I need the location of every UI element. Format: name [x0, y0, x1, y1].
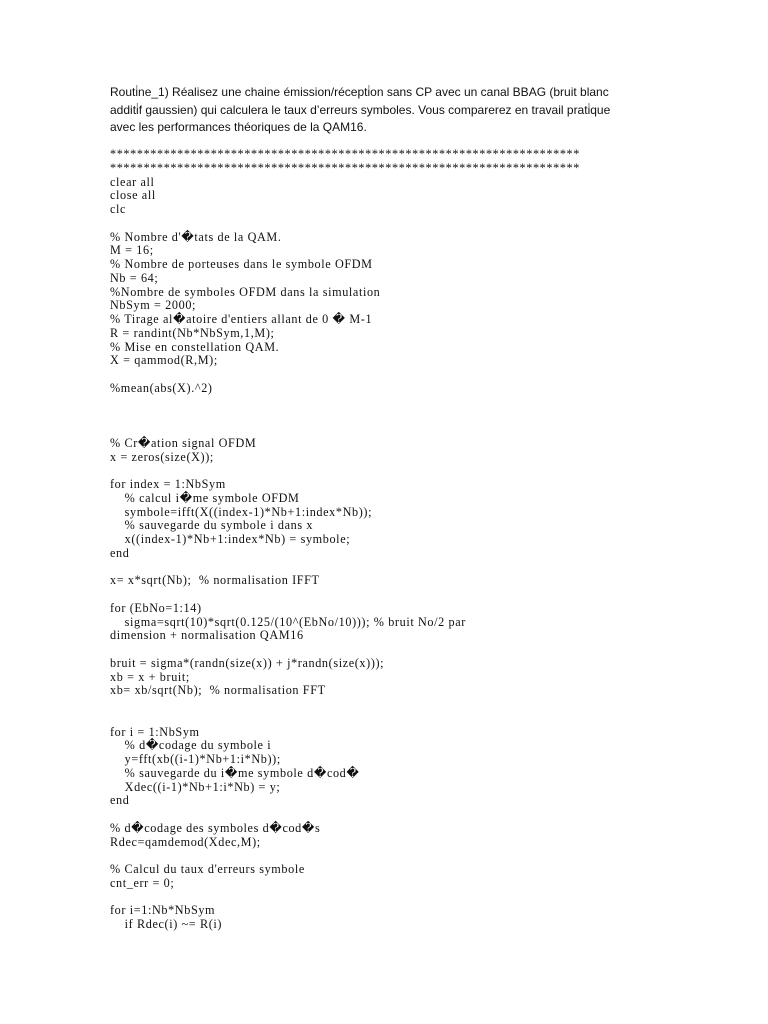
code-line — [110, 561, 580, 575]
code-line: % d�codage du symbole i — [110, 738, 272, 753]
code-line: sigma=sqrt(10)*sqrt(0.125/(10^(EbNo/10))); % bruit No/2 par — [110, 614, 466, 629]
code-line: xb = x + bruit; — [110, 669, 190, 684]
code-line: dimension + normalisation QAM16 — [110, 628, 304, 643]
code-line: % Mise en constellation QAM. — [110, 339, 280, 354]
code-line: end — [110, 793, 130, 808]
code-line: bruit = sigma*(randn(size(x)) + j*randn(size(x))); — [110, 655, 385, 670]
code-line: symbole=ifft(X((index-1)*Nb+1:index*Nb)); — [110, 504, 373, 519]
code-line: x = zeros(size(X)); — [110, 449, 214, 464]
code-line — [110, 464, 580, 478]
code-line — [110, 368, 580, 382]
code-line: close all — [110, 188, 156, 203]
code-line: %Nombre de symboles OFDM dans la simulation — [110, 284, 381, 299]
code-line: for (EbNo=1:14) — [110, 600, 202, 615]
code-line: %mean(abs(X).^2) — [110, 380, 213, 395]
code-line: end — [110, 545, 130, 560]
code-line: % sauvegarde du symbole i dans x — [110, 518, 314, 533]
code-line — [110, 409, 580, 423]
code-line: clear all — [110, 174, 155, 189]
code-line: Nb = 64; — [110, 270, 159, 285]
code-line: % d�codage des symboles d�cod�s — [110, 820, 321, 835]
code-line: R = randint(Nb*NbSym,1,M); — [110, 325, 275, 340]
code-line: % Calcul du taux d'erreurs symbole — [110, 862, 305, 876]
code-line — [110, 423, 580, 437]
code-line: M = 16; — [110, 243, 154, 258]
code-line: X = qammod(R,M); — [110, 353, 218, 368]
code-line: % Nombre d'�tats de la QAM. — [110, 229, 282, 244]
code-line: % Nombre de porteuses dans le symbole OFDM — [110, 257, 373, 271]
code-line: y=fft(xb((i-1)*Nb+1:i*Nb)); — [110, 752, 281, 766]
code-line — [110, 588, 580, 602]
code-line: for index = 1:NbSym — [110, 477, 226, 491]
code-line: % sauvegarde du i�me symbole d�cod� — [110, 765, 360, 780]
code-line: Rdec=qamdemod(Xdec,M); — [110, 834, 261, 849]
code-line: % Cr�ation signal OFDM — [110, 435, 257, 450]
code-line: % Tirage al�atoire d'entiers allant de 0 � M-1 — [110, 312, 373, 326]
code-line — [110, 698, 580, 712]
code-line: xb= xb/sqrt(Nb); % normalisation FFT — [110, 683, 326, 698]
statement-line: avec les performances théoriques de la QAM16. — [110, 120, 367, 134]
statement-line: Routi̇ne_1) Réalisez une chaine émission/récepti̇on sans CP avec un canal BBAG (bruit blanc — [110, 85, 609, 99]
code-line: for i=1:Nb*NbSym — [110, 903, 216, 918]
code-line: NbSym = 2000; — [110, 298, 197, 313]
code-line: % calcul i�me symbole OFDM — [110, 490, 300, 505]
code-line: cnt_err = 0; — [110, 875, 175, 890]
code-line: ********************************************************************** — [110, 147, 580, 161]
code-line: clc — [110, 202, 127, 216]
code-line — [110, 712, 580, 726]
code-line: for i = 1:NbSym — [110, 724, 200, 739]
code-line: ********************************************************************** — [110, 160, 580, 175]
code-line: x((index-1)*Nb+1:index*Nb) = symbole; — [110, 532, 351, 546]
code-line — [110, 849, 580, 863]
statement-line: additi̇f gaussien) qui calculera le taux d’erreurs symboles. Vous comparerez en travail prati̇que — [110, 102, 611, 117]
code-line — [110, 396, 580, 410]
code-line — [110, 217, 580, 231]
code-line: if Rdec(i) ~= R(i) — [110, 917, 223, 931]
code-line — [110, 891, 580, 905]
exercise-statement — [110, 84, 670, 137]
code-line — [110, 643, 580, 657]
code-line: Xdec((i-1)*Nb+1:i*Nb) = y; — [110, 779, 281, 794]
code-line — [110, 808, 580, 822]
code-line: x= x*sqrt(Nb); % normalisation IFFT — [110, 573, 320, 588]
matlab-code-listing — [110, 148, 580, 932]
